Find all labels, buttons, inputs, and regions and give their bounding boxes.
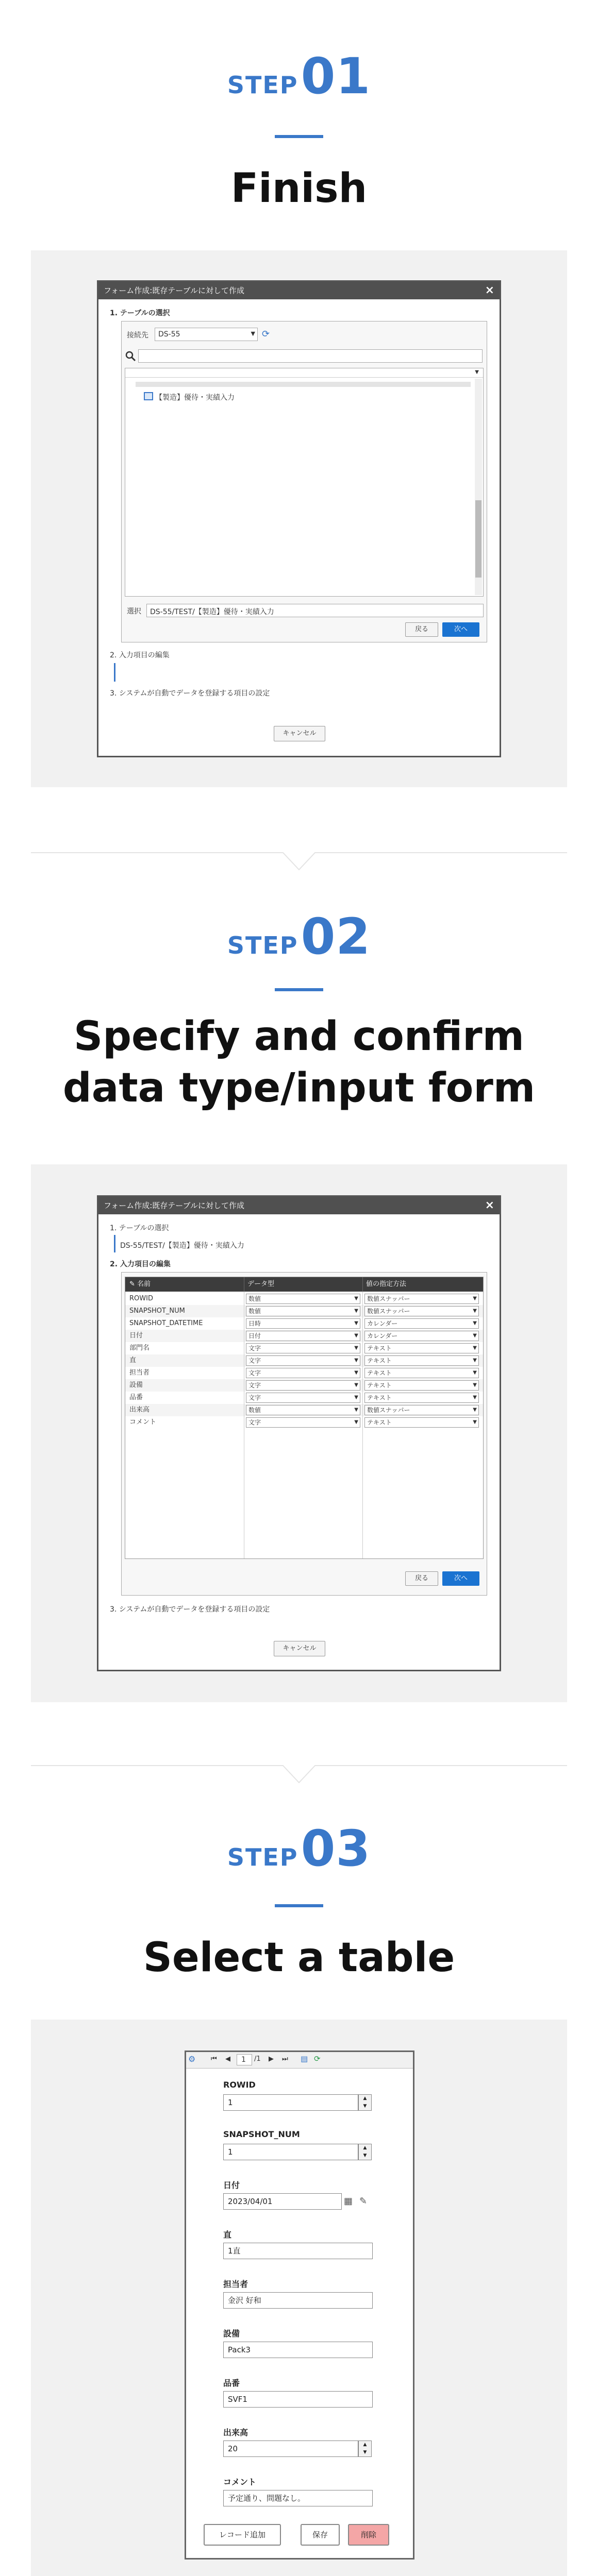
close-icon[interactable]: ×	[485, 1199, 494, 1212]
chevron-down-icon: ▼	[354, 1308, 358, 1314]
add-record-button[interactable]: レコード追加	[204, 2524, 281, 2546]
chevron-down-icon: ▼	[354, 1407, 358, 1413]
step-03-screenshot-panel	[31, 2020, 567, 2576]
input-method-select[interactable]: テキスト ▼	[364, 1393, 479, 1403]
spinner-arrows-icon[interactable]: ▲ ▼	[358, 2094, 372, 2111]
step-01-title: Finish	[230, 165, 368, 212]
field-label: コメント	[223, 2477, 257, 2487]
selected-path-field: DS-55/TEST/【製造】優待・実績入力	[146, 604, 484, 617]
table-select-area	[121, 321, 487, 642]
field-name: 担当者	[129, 1369, 150, 1377]
data-type-select[interactable]: 文字 ▼	[246, 1368, 360, 1378]
spinner-arrows-icon[interactable]: ▲ ▼	[358, 2441, 372, 2457]
dialog-title: フォーム作成:既存テーブルに対して作成	[104, 1201, 244, 1210]
table-row[interactable]	[125, 1305, 483, 1317]
column-header-type: データ型	[244, 1277, 362, 1292]
save-button[interactable]: 保存	[301, 2524, 340, 2546]
data-type-select[interactable]: 数値 ▼	[246, 1306, 360, 1316]
field-name: 部門名	[129, 1344, 150, 1352]
export-icon[interactable]: ▤	[301, 2054, 308, 2063]
table-tree[interactable]	[125, 368, 484, 597]
data-type-select[interactable]: 文字 ▼	[246, 1380, 360, 1391]
field-name: 設備	[129, 1381, 143, 1389]
data-type-select[interactable]: 文字 ▼	[246, 1343, 360, 1353]
table-row[interactable]	[125, 1392, 483, 1404]
step-02-section	[0, 876, 598, 1752]
chevron-down-icon: ▼	[473, 1308, 477, 1314]
input-method-select[interactable]: テキスト ▼	[364, 1368, 479, 1378]
section-divider-line	[114, 1235, 115, 1252]
table-row[interactable]	[125, 1342, 483, 1354]
step-number: 01	[301, 47, 371, 105]
selected-table-path: DS-55/TEST/【製造】優待・実績入力	[120, 1242, 244, 1250]
clear-icon[interactable]: ✎	[359, 2196, 368, 2207]
table-row[interactable]	[125, 1330, 483, 1342]
chevron-down-icon: ▼	[354, 1395, 358, 1400]
first-page-icon[interactable]: ⏮	[211, 2055, 217, 2063]
section-auto-fields: 3. システムが自動でデータを登録する項目の設定	[110, 1605, 270, 1614]
prev-page-icon[interactable]: ◀	[225, 2055, 230, 2063]
chevron-down-icon: ▼	[473, 1407, 477, 1413]
chevron-down-icon: ▼	[354, 1358, 358, 1363]
data-entry-form	[185, 2050, 414, 2560]
input-method-select[interactable]: カレンダー ▼	[364, 1331, 479, 1341]
search-input[interactable]	[138, 349, 483, 363]
next-page-icon[interactable]: ▶	[269, 2055, 274, 2063]
chevron-down-icon: ▼	[354, 1320, 358, 1326]
field-name: 出来高	[129, 1406, 150, 1414]
delete-button[interactable]: 削除	[348, 2524, 389, 2546]
field-label: 出来高	[223, 2428, 248, 2437]
step-number: 02	[301, 908, 371, 965]
table-row[interactable]	[125, 1404, 483, 1416]
step-01-label	[0, 47, 598, 105]
step-02-label	[0, 908, 598, 965]
scrollbar-thumb[interactable]	[475, 500, 481, 578]
chevron-down-icon: ▼	[354, 1382, 358, 1388]
next-button[interactable]: 次へ	[442, 1571, 479, 1586]
page-number-input[interactable]: 1	[237, 2054, 252, 2065]
section-field-edit: 2. 入力項目の編集	[110, 1260, 171, 1268]
input-method-select[interactable]: テキスト ▼	[364, 1417, 479, 1428]
section-divider-line	[114, 663, 115, 682]
column-header-name: ✎ 名前	[125, 1277, 244, 1292]
step-number: 03	[301, 1820, 371, 1877]
connection-select[interactable]: DS-55 ▼	[155, 328, 258, 341]
chevron-down-icon: ▼	[473, 1382, 477, 1388]
table-row[interactable]	[125, 1293, 483, 1305]
section-auto-fields: 3. システムが自動でデータを登録する項目の設定	[110, 689, 270, 698]
section-table-select: 1. テーブルの選択	[110, 309, 170, 317]
input-method-select[interactable]: 数値スナッパー ▼	[364, 1306, 479, 1316]
refresh-icon[interactable]: ⟳	[314, 2054, 321, 2063]
table-row[interactable]	[125, 1379, 483, 1392]
table-row[interactable]	[125, 1317, 483, 1330]
chevron-down-icon: ▼	[473, 1296, 477, 1301]
field-input[interactable]: 予定通り、問題なし。	[223, 2490, 373, 2506]
data-type-select[interactable]: 文字 ▼	[246, 1417, 360, 1428]
data-type-select[interactable]: 数値 ▼	[246, 1294, 360, 1304]
table-select-dialog	[97, 280, 501, 757]
table-row[interactable]	[125, 1354, 483, 1367]
step-03-title: Select a table	[143, 1935, 455, 1981]
dialog-header	[98, 1197, 500, 1214]
field-input[interactable]: 20	[223, 2441, 358, 2457]
field-label: 担当者	[223, 2279, 248, 2289]
table-row[interactable]	[125, 1367, 483, 1379]
field-label: SNAPSHOT_NUM	[223, 2129, 300, 2139]
table-row[interactable]	[125, 1416, 483, 1429]
column-divider	[362, 1292, 363, 1558]
field-label: 設備	[223, 2329, 240, 2338]
column-header-method: 値の指定方法	[362, 1277, 483, 1292]
cancel-button[interactable]: キャンセル	[274, 1641, 325, 1656]
field-input[interactable]: 1直	[223, 2243, 373, 2259]
step-03-section	[0, 1788, 598, 2576]
field-edit-dialog	[97, 1195, 501, 1671]
data-type-select[interactable]: 文字 ▼	[246, 1355, 360, 1366]
step-word: STEP	[227, 931, 298, 959]
input-method-select[interactable]: カレンダー ▼	[364, 1318, 479, 1329]
data-type-select[interactable]: 数値 ▼	[246, 1405, 360, 1415]
page-total: /1	[254, 2055, 261, 2063]
step-03-underline	[275, 1904, 323, 1907]
field-input[interactable]: 1	[223, 2144, 358, 2160]
field-edit-area	[121, 1272, 487, 1596]
step-word: STEP	[227, 71, 298, 99]
tree-header-strip	[136, 382, 471, 387]
table-icon	[144, 392, 153, 400]
field-name: コメント	[129, 1418, 157, 1426]
close-icon[interactable]: ×	[485, 284, 494, 297]
selected-label: 選択	[127, 607, 141, 616]
field-name: 日付	[129, 1332, 143, 1340]
input-method-select[interactable]: 数値スナッパー ▼	[364, 1405, 479, 1415]
spinner-arrows-icon[interactable]: ▲ ▼	[358, 2144, 372, 2160]
step-02-screenshot-panel	[31, 1164, 567, 1702]
chevron-down-icon: ▼	[473, 1370, 477, 1376]
input-method-select[interactable]: テキスト ▼	[364, 1355, 479, 1366]
input-method-select[interactable]: テキスト ▼	[364, 1380, 479, 1391]
step-02-title: Specify and confirm data type/input form	[62, 1013, 536, 1111]
chevron-down-icon: ▼	[354, 1419, 358, 1425]
chevron-down-icon: ▼	[473, 1333, 477, 1338]
input-method-select[interactable]: テキスト ▼	[364, 1343, 479, 1353]
field-name: SNAPSHOT_DATETIME	[129, 1319, 203, 1327]
field-name: SNAPSHOT_NUM	[129, 1307, 185, 1315]
field-input[interactable]: 金沢 好和	[223, 2292, 373, 2309]
chevron-down-icon: ▼	[473, 1320, 477, 1326]
dialog-title: フォーム作成:既存テーブルに対して作成	[104, 286, 244, 295]
edit-icon: ✎	[129, 1280, 138, 1288]
field-label: 日付	[223, 2180, 240, 2190]
field-input[interactable]: 1	[223, 2094, 358, 2111]
chevron-down-icon: ▼	[473, 1358, 477, 1363]
back-button[interactable]: 戻る	[405, 1571, 438, 1586]
connection-label: 接続先	[127, 331, 148, 340]
field-label: 品番	[223, 2378, 240, 2388]
section-field-edit: 2. 入力項目の編集	[110, 651, 170, 659]
field-input[interactable]: 2023/04/01	[223, 2193, 342, 2210]
section-table-select: 1. テーブルの選択	[110, 1224, 169, 1232]
last-page-icon[interactable]: ⏭	[282, 2055, 288, 2063]
cancel-button[interactable]: キャンセル	[274, 726, 325, 741]
data-type-select[interactable]: 日付 ▼	[246, 1331, 360, 1341]
dialog-header	[98, 282, 500, 299]
chevron-down-icon: ▼	[473, 1419, 477, 1425]
field-label: ROWID	[223, 2080, 256, 2090]
refresh-icon[interactable]: ⟳	[262, 329, 270, 340]
step-01-underline	[275, 135, 323, 138]
field-input[interactable]: Pack3	[223, 2342, 373, 2358]
chevron-down-icon: ▼	[354, 1345, 358, 1351]
chevron-down-icon	[283, 852, 315, 871]
field-name: 品番	[129, 1394, 143, 1401]
chevron-down-icon: ▼	[473, 1395, 477, 1400]
field-table	[125, 1277, 484, 1559]
form-settings-icon[interactable]: ⚙	[188, 2054, 196, 2064]
field-name: ROWID	[129, 1295, 153, 1302]
back-button[interactable]: 戻る	[405, 622, 438, 637]
step-01-screenshot-panel	[31, 250, 567, 787]
next-button[interactable]: 次へ	[442, 622, 479, 637]
form-toolbar	[186, 2052, 413, 2069]
chevron-down-icon: ▼	[251, 330, 255, 337]
chevron-down-icon: ▼	[354, 1296, 358, 1301]
chevron-down-icon: ▼	[475, 369, 479, 375]
input-method-select[interactable]: 数値スナッパー ▼	[364, 1294, 479, 1304]
search-icon	[125, 350, 136, 362]
step-03-label	[0, 1820, 598, 1877]
calendar-icon[interactable]: ▦	[344, 2196, 353, 2207]
step-word: STEP	[227, 1843, 298, 1871]
chevron-down-icon: ▼	[354, 1333, 358, 1338]
tree-top-bar	[125, 368, 483, 378]
tree-scrollbar[interactable]	[475, 379, 482, 595]
chevron-down-icon	[283, 1765, 315, 1784]
chevron-down-icon: ▼	[354, 1370, 358, 1376]
field-input[interactable]: SVF1	[223, 2391, 373, 2408]
data-type-select[interactable]: 文字 ▼	[246, 1393, 360, 1403]
step-01-section	[0, 0, 598, 809]
field-label: 直	[223, 2230, 232, 2240]
field-name: 直	[129, 1357, 137, 1364]
chevron-down-icon: ▼	[473, 1345, 477, 1351]
step-02-underline	[275, 988, 323, 991]
data-type-select[interactable]: 日時 ▼	[246, 1318, 360, 1329]
tree-item-table[interactable]: 【製造】優待・実績入力	[155, 394, 235, 402]
